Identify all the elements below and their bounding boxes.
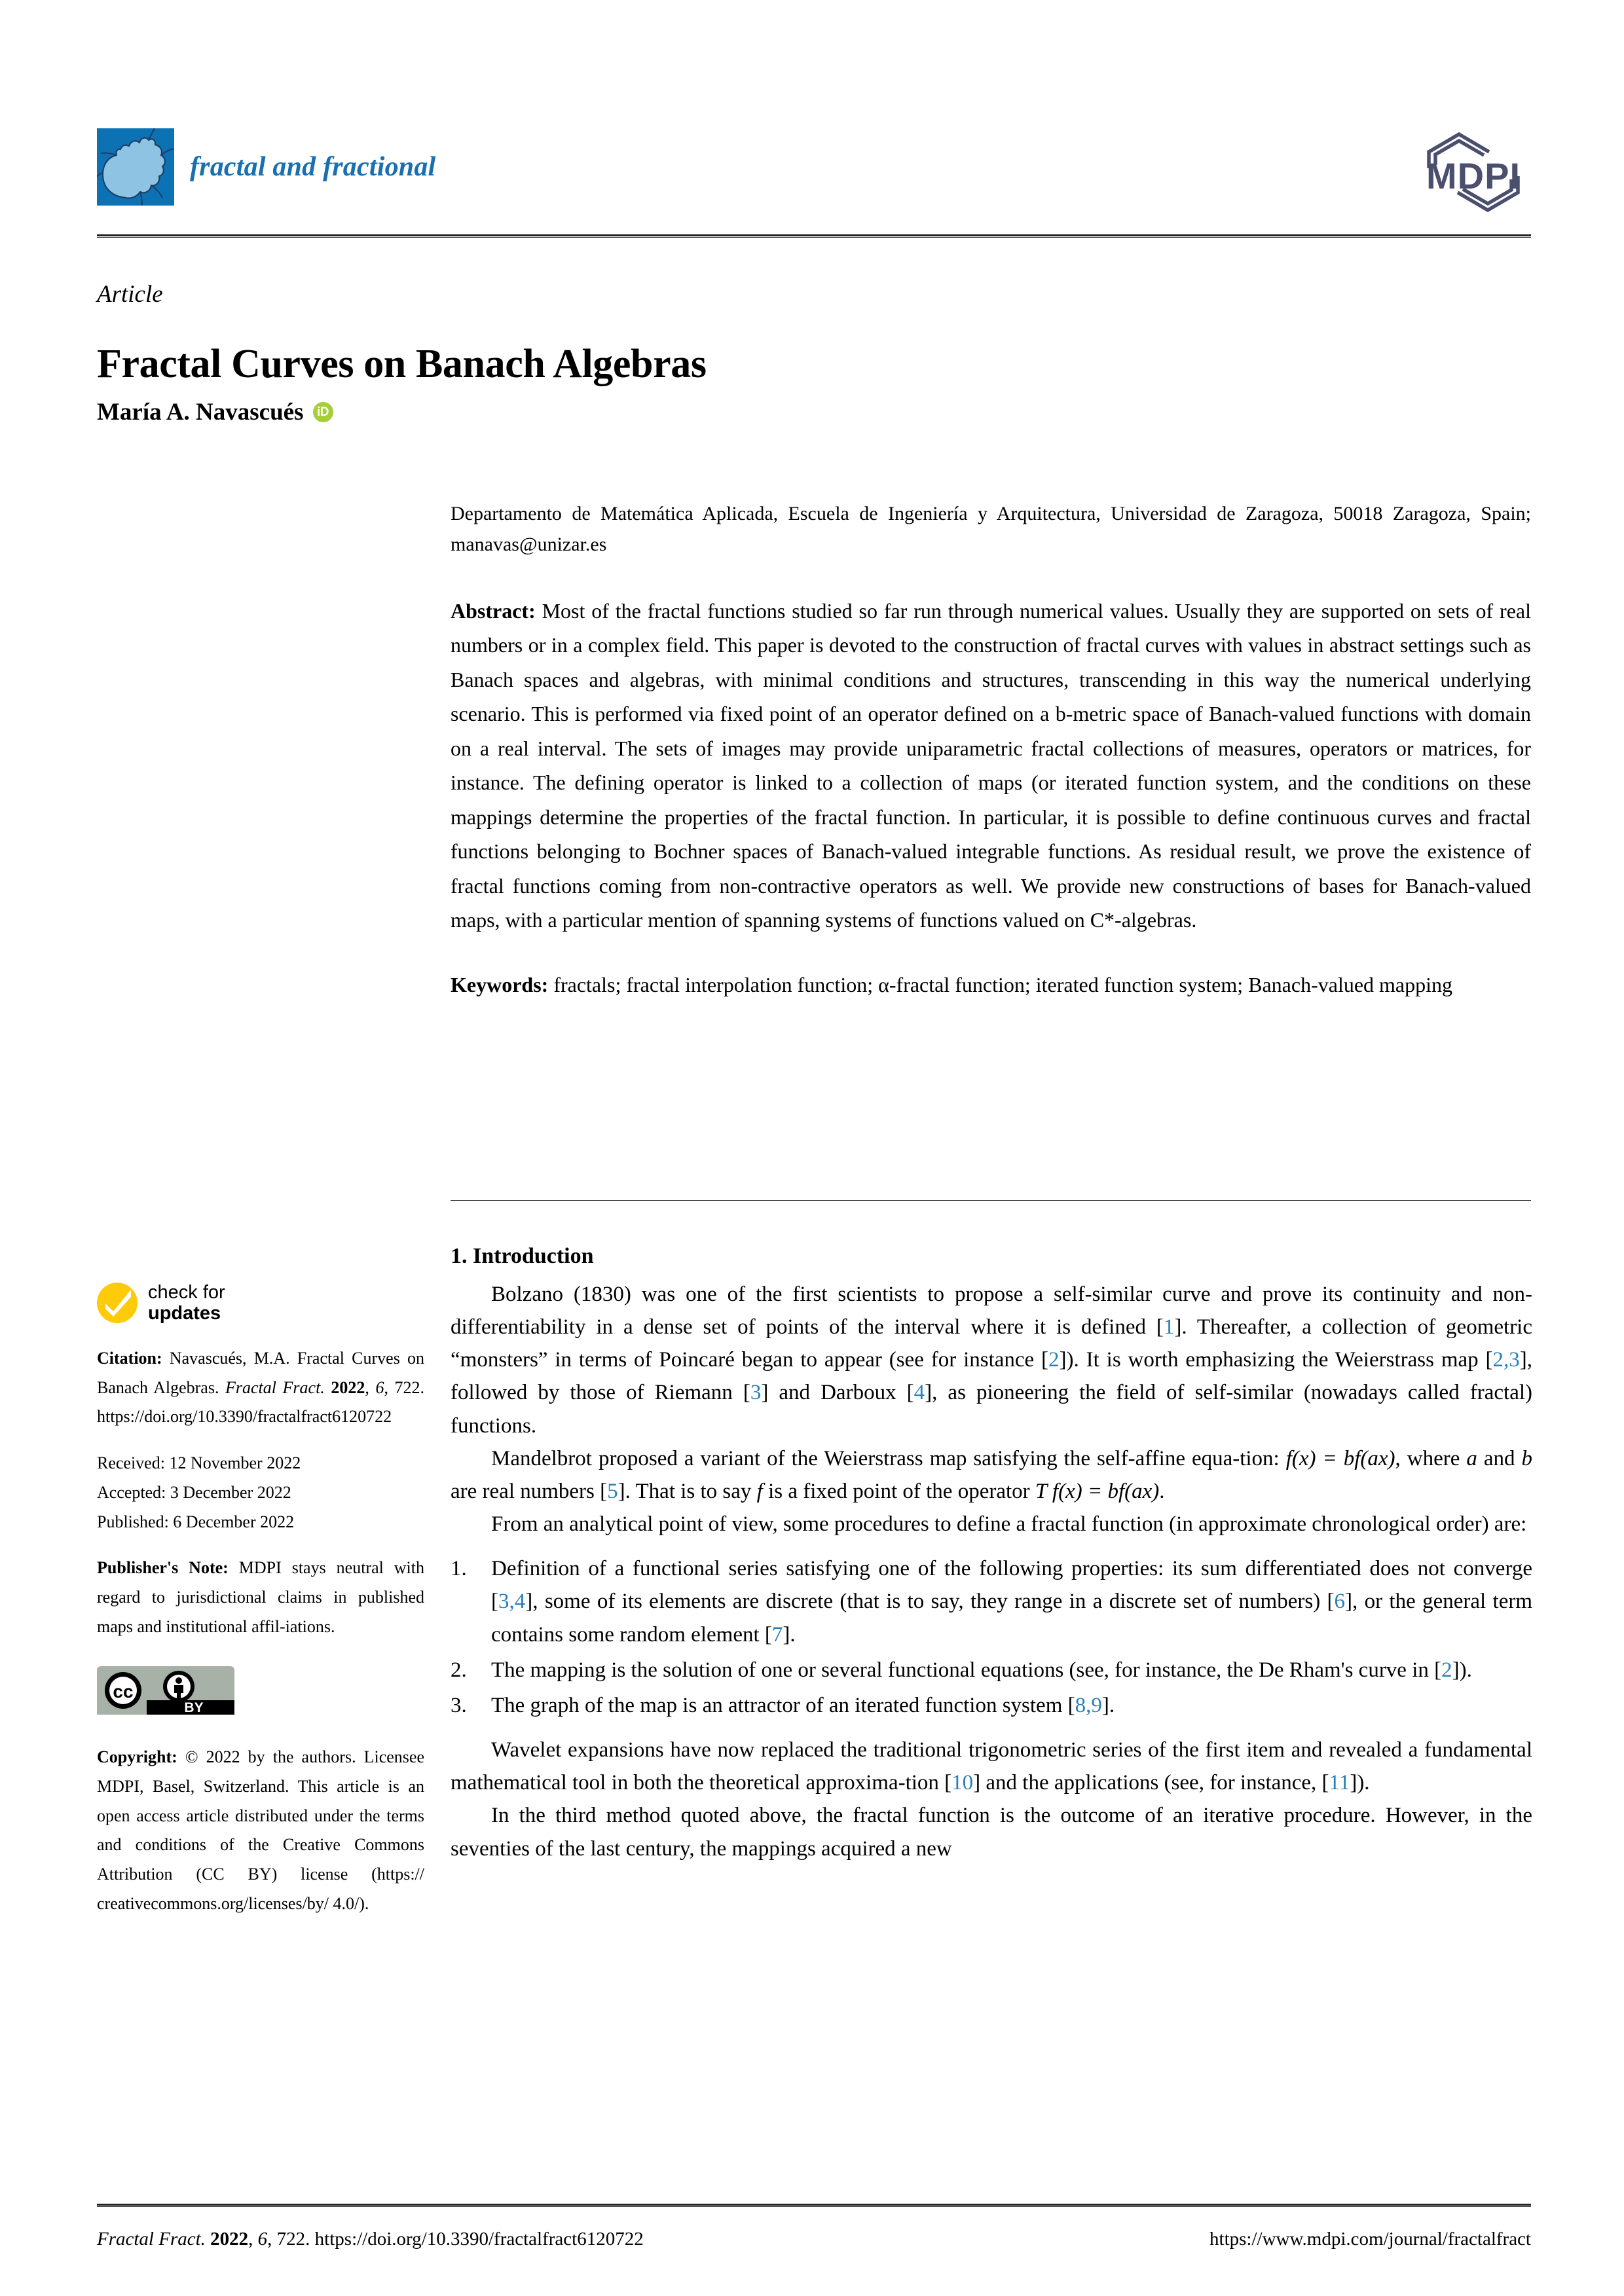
para1-text-a: Bolzano (1830) was one of the first scientists to propose a self-similar curve and prove its continuity and non-differentiability in a dense set of points of the interval where it is defined [ xyxy=(451,1283,1532,1339)
copyright-block xyxy=(97,1743,424,1918)
author-line xyxy=(97,398,333,426)
reference-link[interactable]: 4 xyxy=(913,1381,925,1405)
citation-year: 2022 xyxy=(331,1377,365,1397)
abstract-block xyxy=(451,594,1531,938)
author-name: María A. Navascués xyxy=(97,399,304,426)
para1-text-b: ]. Thereafter, a collection of geometric “monsters” in terms of Poincaré began to appear (see for instance [ xyxy=(451,1315,1532,1372)
reference-link[interactable]: 6 xyxy=(1334,1590,1346,1614)
list-item-number: 3. xyxy=(451,1693,467,1717)
publishers-note-block xyxy=(97,1554,424,1641)
svg-text:cc: cc xyxy=(113,1681,134,1702)
para2-text-g: . xyxy=(1159,1479,1165,1503)
reference-link[interactable]: 11 xyxy=(1329,1771,1350,1795)
reference-link[interactable]: 7 xyxy=(771,1622,783,1647)
mdpi-logo-icon xyxy=(1416,132,1531,212)
list-item-text xyxy=(491,1552,1532,1650)
list-item-text xyxy=(491,1689,1532,1722)
accepted-date: Accepted: 3 December 2022 xyxy=(97,1482,291,1502)
footer-page: 722. xyxy=(276,2229,310,2250)
fractal-logo-icon xyxy=(97,128,174,206)
reference-link[interactable]: 8,9 xyxy=(1075,1693,1102,1717)
footer-doi[interactable]: https://doi.org/10.3390/fractalfract6120722 xyxy=(314,2229,644,2250)
list-item xyxy=(451,1552,1532,1650)
citation-doi[interactable]: https://doi.org/10.3390/fractalfract6120722 xyxy=(97,1407,392,1427)
reference-link[interactable]: 5 xyxy=(607,1479,618,1503)
reference-link[interactable]: 3,4 xyxy=(498,1590,526,1614)
list-text-b: ]. xyxy=(1101,1693,1115,1717)
orcid-icon[interactable]: iD xyxy=(313,402,333,422)
footer-divider xyxy=(97,2204,1531,2207)
check-for-updates-label xyxy=(148,1282,225,1324)
published-date: Published: 6 December 2022 xyxy=(97,1512,295,1531)
para2-text-d: are real numbers [ xyxy=(451,1479,608,1503)
journal-name: fractal and fractional xyxy=(190,152,436,182)
paragraph-third-method: In the third method quoted above, the fractal function is the outcome of an iterative procedure. However, in the seventies of the last century, the mappings acquired a new xyxy=(451,1804,1532,1861)
list-item-number: 1. xyxy=(451,1557,467,1581)
abstract-text: Most of the fractal functions studied so far run through numerical values. Usually they are supported on sets of real numbers or in a complex field. This paper is devoted to the construction of fractal curves with values in abstract settings such as Banach spaces and algebras, with minimal conditions and structures, transcending in this way the numerical underlying scenario. This is performed via fixed point of an operator defined on a b-metric space of Banach-valued functions with domain on a real interval. The sets of images may provide uniparametric fractal collections of measures, operators or matrices, for instance. The defining operator is linked to a collection of maps (or iterated function system, and the conditions on these mappings determine the properties of the fractal function. In particular, it is possible to define continuous curves and fractal functions belonging to Bochner spaces of Banach-valued integrable functions. As residual result, we prove the existence of fractal functions coming from non-contractive operators as well. We provide new constructions of bases for Banach-valued maps, with a particular mention of spanning systems of functions valued on C*-algebras. xyxy=(451,599,1532,932)
para1-text-d: ], followed by those of Riemann [ xyxy=(451,1348,1532,1405)
footer-journal: Fractal Fract. xyxy=(97,2229,206,2250)
copyright-label: Copyright: xyxy=(97,1747,177,1767)
procedures-list xyxy=(451,1552,1532,1722)
footer-url[interactable]: https://www.mdpi.com/journal/fractalfract xyxy=(1209,2229,1531,2250)
check-circle-icon xyxy=(97,1283,138,1323)
citation-journal: Fractal Fract. xyxy=(225,1377,325,1397)
citation-page: 722. xyxy=(394,1377,424,1397)
svg-text:BY: BY xyxy=(184,1700,204,1715)
para4-text-b: ] and the applications (see, for instance, [ xyxy=(973,1771,1329,1795)
list-text-a: The graph of the map is an attractor of an iterated function system [ xyxy=(491,1693,1075,1717)
abstract-label: Abstract: xyxy=(451,599,536,623)
reference-link[interactable]: 10 xyxy=(951,1771,974,1795)
math-symbol-b: b xyxy=(1521,1446,1533,1470)
list-text-c: ], or the general term contains some random element [ xyxy=(491,1590,1532,1647)
list-text-b: ]). xyxy=(1452,1658,1472,1682)
footer-volume: 6 xyxy=(257,2229,268,2250)
para1-text-c: ]). It is worth emphasizing the Weierstrass map [ xyxy=(1059,1348,1493,1372)
math-expression: f(x) = bf(ax) xyxy=(1285,1446,1395,1470)
copyright-text: © 2022 by the authors. Licensee MDPI, Basel, Switzerland. This article is an open access article distributed under the terms and conditions of the Creative Commons Attribution (CC BY) license (https:// creativecommons.org/licenses/by/ 4.0/). xyxy=(97,1747,424,1913)
svg-text:MDPI: MDPI xyxy=(1426,155,1521,196)
math-symbol-a: a xyxy=(1466,1446,1477,1470)
journal-brand xyxy=(97,128,435,206)
reference-link[interactable]: 1 xyxy=(1163,1315,1175,1339)
affiliation: Departamento de Matemática Aplicada, Escuela de Ingeniería y Arquitectura, Universidad de Zaragoza, 50018 Zaragoza, Spain; manavas@unizar.es xyxy=(451,503,1531,555)
para2-text-b: , where xyxy=(1395,1446,1467,1470)
paragraph-mandelbrot xyxy=(451,1442,1532,1508)
keywords-block xyxy=(451,968,1531,1002)
page-footer xyxy=(97,2229,1531,2250)
para2-text-e: ]. That is to say xyxy=(618,1479,757,1503)
citation-volume: 6 xyxy=(375,1377,384,1397)
para4-text-a: Wavelet expansions have now replaced the traditional trigonometric series of the first item and revealed a fundamental mathematical tool in both the theoretical approxima-tion [ xyxy=(451,1738,1532,1795)
list-text-a: The mapping is the solution of one or several functional equations (see, for instance, the De Rham's curve in [ xyxy=(491,1658,1442,1682)
citation-text: Navascués, M.A. Fractal Curves on Banach Algebras. xyxy=(97,1348,424,1397)
section-heading-introduction: 1. Introduction xyxy=(451,1244,594,1268)
footer-citation: Fractal Fract. 2022, 6, 722. https://doi.org/10.3390/fractalfract6120722 xyxy=(97,2229,644,2250)
list-item xyxy=(451,1689,1532,1722)
citation-block: Citation: Navascués, M.A. Fractal Curves on Banach Algebras. Fractal Fract. 2022, 6, 722. https://doi.org/10.3390/fractalfract6120722 xyxy=(97,1348,424,1427)
creative-commons-by-icon[interactable] xyxy=(97,1666,234,1715)
page-header xyxy=(97,128,1531,233)
main-body xyxy=(451,1244,1532,1865)
header-divider xyxy=(97,234,1531,238)
abstract-divider xyxy=(451,1200,1531,1201)
article-type-label: Article xyxy=(97,281,163,308)
list-text-a: Definition of a functional series satisfying one of the following properties: its sum differentiated does not converge [ xyxy=(491,1557,1532,1614)
list-text-d: ]. xyxy=(783,1622,796,1647)
footer-year: 2022 xyxy=(210,2229,249,2250)
sidebar xyxy=(97,1282,424,1918)
list-text-b: ], some of its elements are discrete (that is to say, they range in a discrete set of numbers) [ xyxy=(525,1590,1335,1614)
paragraph-bolzano xyxy=(451,1278,1532,1442)
para2-text-a: Mandelbrot proposed a variant of the Weierstrass map satisfying the self-affine equa-tion: xyxy=(491,1446,1286,1470)
publishers-note-text: MDPI stays neutral with regard to jurisdictional claims in published maps and institutional affil-iations. xyxy=(97,1558,424,1636)
dates-block xyxy=(97,1449,424,1537)
abstract-column xyxy=(451,499,1531,1002)
publishers-note-label: Publisher's Note: xyxy=(97,1558,229,1578)
para1-text-e: ] and Darboux [ xyxy=(761,1381,914,1405)
keywords-text: fractals; fractal interpolation function; α-fractal function; iterated function system; Banach-valued mapping xyxy=(553,972,1453,996)
reference-link[interactable]: 2 xyxy=(1048,1348,1060,1372)
math-expression-operator: T f(x) = bf(ax) xyxy=(1035,1479,1160,1503)
para4-text-c: ]). xyxy=(1350,1771,1370,1795)
math-symbol-f: f xyxy=(756,1479,763,1503)
citation-label: Citation: xyxy=(97,1348,162,1368)
check-for-updates-badge[interactable] xyxy=(97,1282,424,1324)
keywords-label: Keywords: xyxy=(451,972,549,996)
list-item-number: 2. xyxy=(451,1658,467,1682)
page-title: Fractal Curves on Banach Algebras xyxy=(97,341,707,386)
paragraph-procedures: From an analytical point of view, some procedures to define a fractal function (in approximate chronological order) are: xyxy=(491,1512,1527,1537)
paragraph-wavelet xyxy=(451,1734,1532,1799)
list-item xyxy=(451,1654,1532,1686)
reference-link[interactable]: 2 xyxy=(1441,1658,1452,1682)
reference-link[interactable]: 2,3 xyxy=(1492,1348,1520,1372)
list-item-text xyxy=(491,1654,1532,1686)
received-date: Received: 12 November 2022 xyxy=(97,1453,301,1473)
para2-text-f: is a fixed point of the operator xyxy=(762,1479,1035,1503)
para2-text-c: and xyxy=(1477,1446,1522,1470)
check-for-updates-line1: check for xyxy=(148,1282,225,1303)
para1-text-f: ], as pioneering the field of self-similar (nowadays called fractal) functions. xyxy=(451,1381,1533,1438)
check-for-updates-line2: updates xyxy=(148,1303,221,1324)
reference-link[interactable]: 3 xyxy=(750,1381,762,1405)
